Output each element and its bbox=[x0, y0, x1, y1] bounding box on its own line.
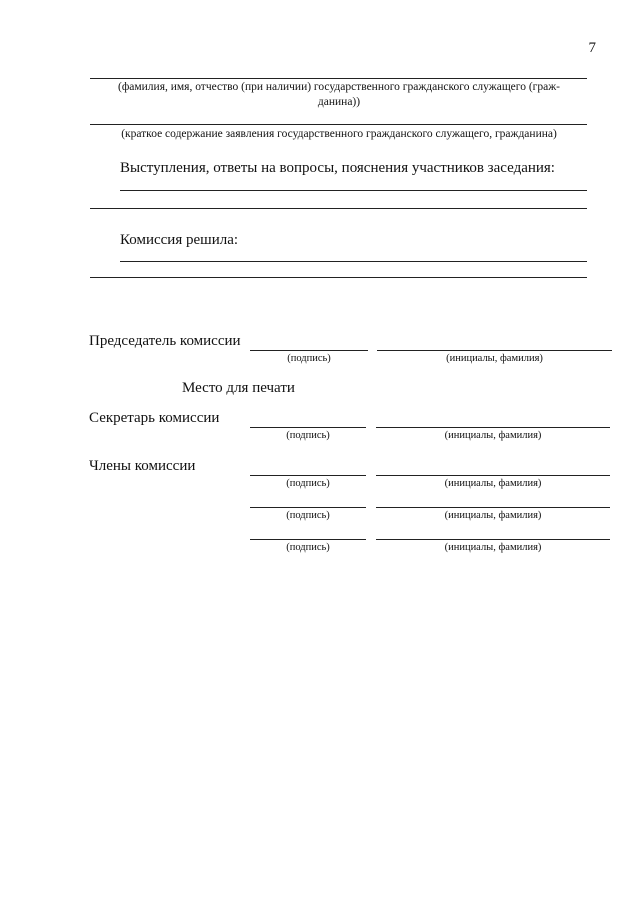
name-field-caption bbox=[86, 80, 592, 110]
member-1-signature-line[interactable] bbox=[250, 475, 366, 476]
stamp-place: Место для печати bbox=[182, 380, 295, 396]
decision-line-2[interactable] bbox=[90, 277, 587, 278]
member-3-initials-line[interactable] bbox=[376, 539, 610, 540]
secretary-signature-caption: (подпись) bbox=[286, 430, 330, 441]
decision-heading: Комиссия решила: bbox=[120, 232, 239, 248]
summary-field-line[interactable] bbox=[90, 124, 587, 125]
chairman-label: Председатель комиссии bbox=[89, 333, 241, 349]
chairman-initials-caption: (инициалы, фамилия) bbox=[446, 353, 543, 364]
member-1-initials-line[interactable] bbox=[376, 475, 610, 476]
member-2-initials-line[interactable] bbox=[376, 507, 610, 508]
member-3-initials-caption: (инициалы, фамилия) bbox=[444, 542, 542, 553]
member-3-signature-line[interactable] bbox=[250, 539, 366, 540]
page-number: 7 bbox=[588, 40, 596, 56]
member-1-signature-caption: (подпись) bbox=[286, 478, 330, 489]
chairman-signature-caption: (подпись) bbox=[287, 353, 331, 364]
summary-field-caption: (краткое содержание заявления государственного гражданского служащего, гражданина) bbox=[121, 128, 557, 140]
members-label: Члены комиссии bbox=[89, 458, 196, 474]
name-caption-line2: данина)) bbox=[317, 96, 361, 108]
chairman-initials-line[interactable] bbox=[377, 350, 612, 351]
member-1-initials-caption: (инициалы, фамилия) bbox=[444, 478, 542, 489]
member-2-signature-line[interactable] bbox=[250, 507, 366, 508]
chairman-signature-line[interactable] bbox=[250, 350, 368, 351]
secretary-initials-line[interactable] bbox=[376, 427, 610, 428]
name-caption-line1: (фамилия, имя, отчество (при наличии) государственного гражданского служащего (граж- bbox=[117, 81, 561, 93]
speeches-line-1[interactable] bbox=[120, 190, 587, 191]
member-2-initials-caption: (инициалы, фамилия) bbox=[444, 510, 542, 521]
secretary-initials-caption: (инициалы, фамилия) bbox=[444, 430, 542, 441]
speeches-line-2[interactable] bbox=[90, 208, 587, 209]
decision-line-1[interactable] bbox=[120, 261, 587, 262]
name-field-line[interactable] bbox=[90, 78, 587, 79]
secretary-signature-line[interactable] bbox=[250, 427, 366, 428]
speeches-heading: Выступления, ответы на вопросы, пояснения участников заседания: bbox=[120, 160, 555, 176]
member-2-signature-caption: (подпись) bbox=[286, 510, 330, 521]
secretary-label: Секретарь комиссии bbox=[89, 410, 220, 426]
member-3-signature-caption: (подпись) bbox=[286, 542, 330, 553]
